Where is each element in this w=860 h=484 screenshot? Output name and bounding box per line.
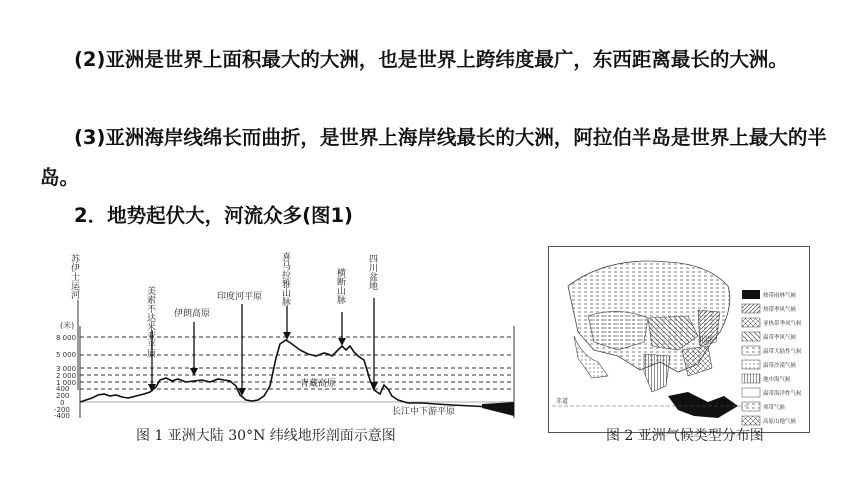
figure2-caption: 图 2 亚洲气候类型分布图 (606, 428, 764, 444)
paragraph-asia-coastline: (3)亚洲海岸线绵长而曲折，是世界上海岸线最长的大洲，阿拉伯半岛是世界上最大的半岛。 (40, 126, 827, 189)
asia-climate-map (548, 246, 810, 436)
y-tick-8000: 8 000 (56, 334, 77, 342)
section-heading-terrain: 2．地势起伏大，河流众多(图1) (74, 204, 353, 227)
arrowhead-himalaya (283, 332, 291, 340)
map-label-equator: 赤道 (556, 398, 569, 405)
label-hengduan: 横断山脉 (335, 268, 345, 304)
label-ganges: 印度河平原 (217, 292, 263, 302)
legend-item: 高原山地气候 (763, 419, 797, 425)
legend-item: 温带大陆性气候 (763, 349, 802, 355)
legend-item: 地中海气候 (763, 377, 791, 383)
y-tick-2000: 2 000 (56, 372, 77, 380)
y-tick-400: 400 (56, 385, 70, 393)
paragraph-asia-area: (2)亚洲是世界上面积最大的大洲，也是世界上跨纬度最广，东西距离最长的大洲。 (74, 48, 788, 71)
label-himalaya: 喜马拉雅山脉 (280, 252, 290, 306)
label-iran: 伊朗高原 (174, 309, 211, 319)
arrowhead-hengduan (338, 338, 346, 346)
legend-item: 寒带气候 (763, 405, 786, 411)
legend-item: 温带海洋性气候 (763, 391, 802, 397)
y-tick-1000: 1 000 (56, 379, 77, 387)
y-tick-3000: 3 000 (56, 365, 77, 373)
y-axis-unit: (米) (60, 321, 75, 330)
label-yangtze: 长江中下游平原 (392, 407, 456, 417)
arrowhead-iran (190, 368, 198, 376)
y-tick-0: 0 (60, 399, 65, 407)
y-tick-200: 200 (56, 392, 70, 400)
legend-item: 热带季风气候 (763, 307, 797, 313)
figure1-caption: 图 1 亚洲大陆 30°N 纬线地形剖面示意图 (136, 428, 396, 444)
y-tick-5000: 5 000 (56, 351, 77, 359)
label-mesopotamia: 美索不达米亚平原 (145, 286, 155, 358)
label-tibet: 青藏高原 (300, 379, 337, 389)
label-suez: 苏伊士运河 (69, 254, 79, 299)
legend-item: 温带季风气候 (763, 335, 797, 341)
map-label-beijing: 北京 (698, 336, 712, 344)
label-sichuan: 四川盆地 (367, 254, 377, 290)
legend-item: 热带雨林气候 (763, 293, 797, 299)
legend-item: 亚热带季风气候 (763, 321, 802, 327)
y-tick-minus200: -200 (54, 406, 70, 414)
sea-wedge (482, 402, 514, 416)
terrain-profile-figure (52, 240, 522, 436)
legend-item: 温带沙漠气候 (763, 363, 797, 369)
y-tick-minus400: -400 (54, 412, 70, 420)
